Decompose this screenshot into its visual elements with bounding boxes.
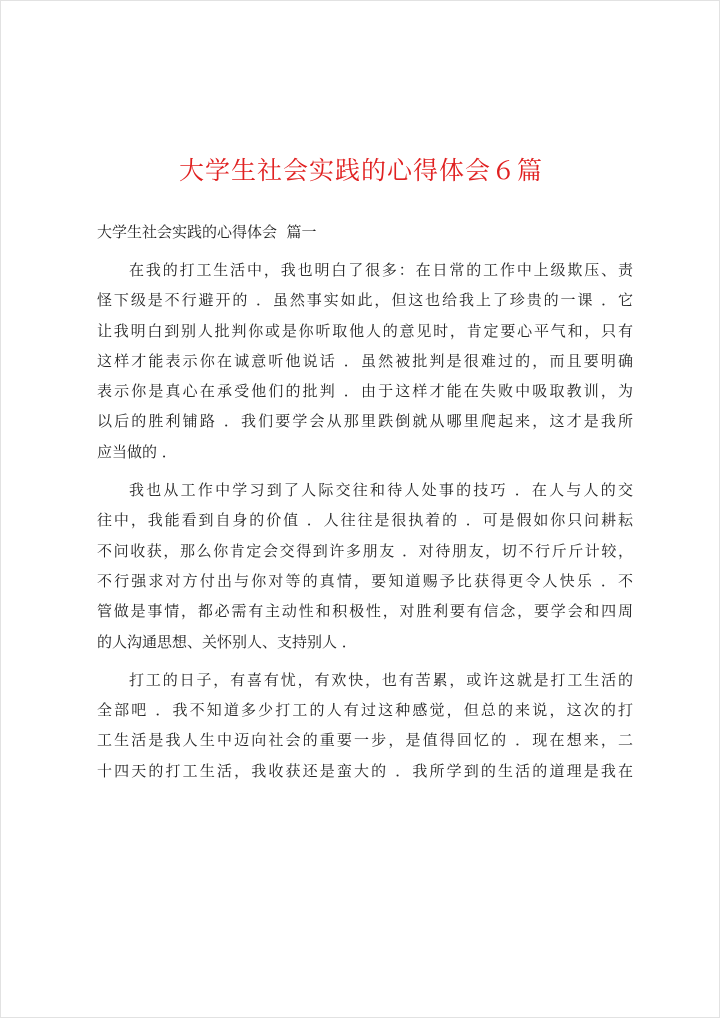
- text-line: 这样才能表示你在诚意听他说话 ．虽然被批判是很难过的，而且要明确: [97, 351, 633, 370]
- text-line: 不行强求对方付出与你对等的真情，要知道赐予比获得更令人快乐 ．不: [97, 571, 633, 590]
- text-line: 管做是事情，都必需有主动性和积极性，对胜利要有信念，要学会和四周: [97, 602, 633, 621]
- text-line: 让我明白到别人批判你或是你听取他人的意见时，肯定要心平气和，只有: [97, 321, 633, 340]
- text-line: 的人沟通思想、关怀别人、支持别人 ．: [97, 632, 357, 651]
- text-line: 在我的打工生活中，我也明白了很多：在日常的工作中上级欺压、责: [129, 261, 633, 279]
- text-line: 以后的胜利铺路 ．我们要学会从那里跌倒就从哪里爬起来，这才是我所: [97, 412, 633, 431]
- text-line: 应当做的 ．: [97, 442, 177, 461]
- text-line: 我也从工作中学习到了人际交往和待人处事的技巧 ．在人与人的交: [129, 481, 633, 500]
- text-line: 往中，我能看到自身的价值 ．人往往是很执着的 ．可是假如你只问耕耘: [97, 511, 633, 530]
- text-line: 打工的日子，有喜有忧，有欢快，也有苦累，或许这就是打工生活的: [129, 670, 633, 689]
- document-title: 大学生社会实践的心得体会６篇: [178, 156, 543, 185]
- section-heading: 大学生社会实践的心得体会 篇一: [97, 223, 317, 241]
- paragraph: [97, 665, 633, 786]
- paragraph-gap: [97, 467, 633, 475]
- text-line: 表示你是真心在承受他们的批判 ．由于这样才能在失败中吸取教训，为: [97, 382, 633, 401]
- paragraph: [97, 255, 633, 467]
- text-line: 工生活是我人生中迈向社会的重要一步，是值得回忆的 ．现在想来，二: [97, 731, 633, 750]
- document-body: [97, 255, 633, 786]
- paragraph: [97, 475, 633, 657]
- text-line: 全部吧 ．我不知道多少打工的人有过这种感觉，但总的来说，这次的打: [97, 701, 633, 720]
- text-line: 十四天的打工生活，我收获还是蛮大的 ．我所学到的生活的道理是我在: [97, 761, 633, 780]
- paragraph-gap: [97, 657, 633, 665]
- text-line: 不问收获，那么你肯定会交得到许多朋友 ．对待朋友，切不行斤斤计较，: [97, 541, 633, 560]
- text-line: 怪下级是不行避开的 ．虽然事实如此，但这也给我上了珍贵的一课 ．它: [97, 291, 633, 310]
